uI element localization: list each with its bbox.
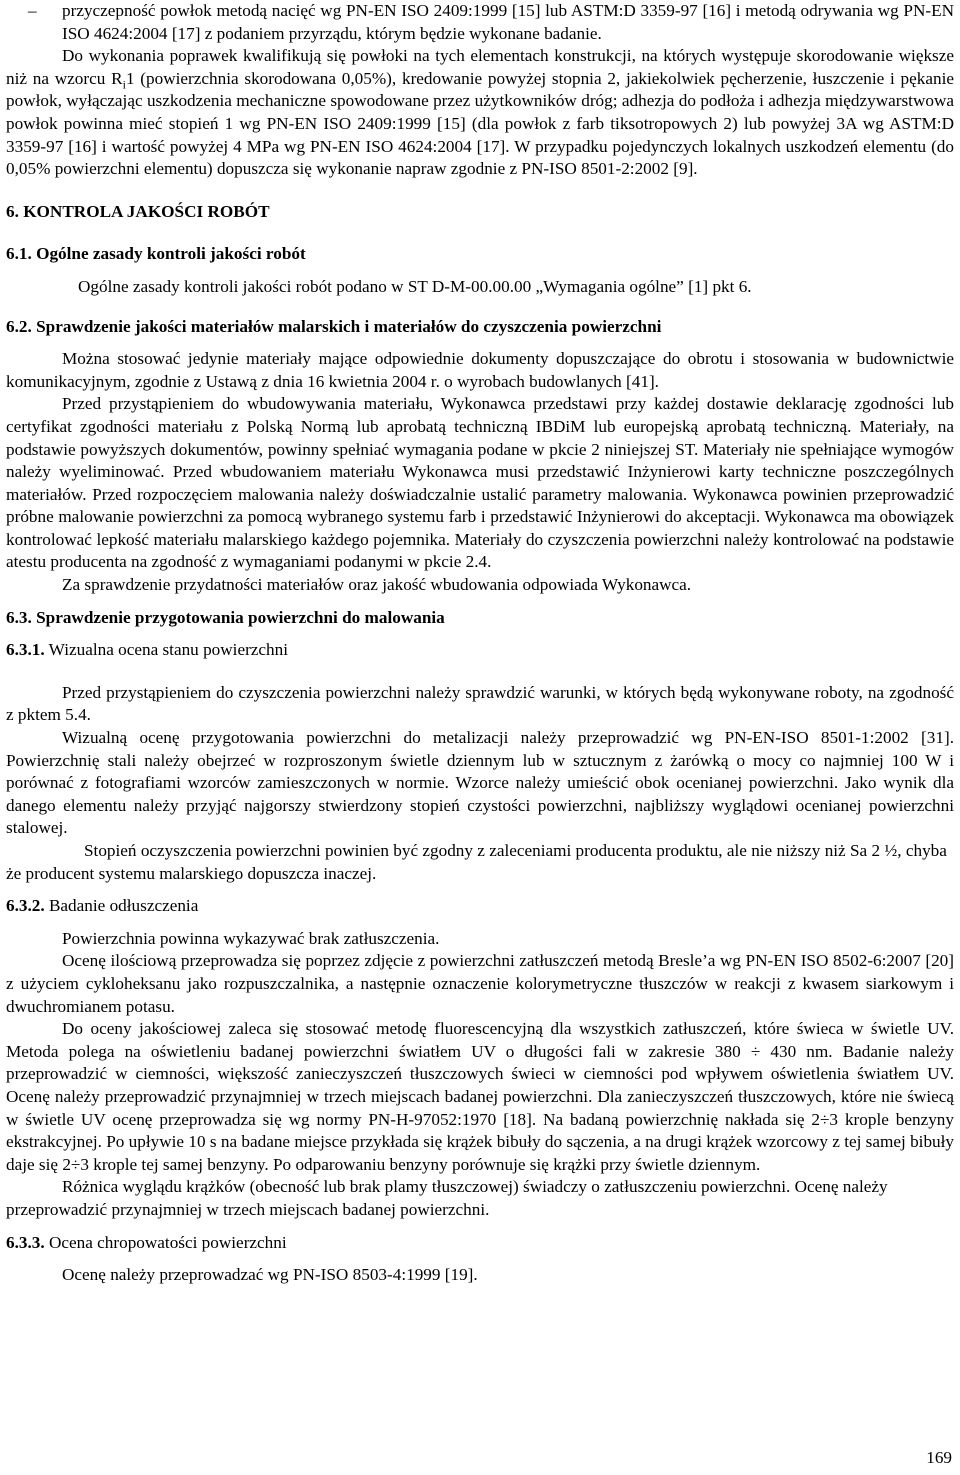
section-6-3-1-paragraph-1: Przed przystąpieniem do czyszczenia powierzchni należy sprawdzić warunki, w których będą wykonywane roboty, na zgodność z pktem 5.4. xyxy=(6,682,954,725)
section-6-3-2-heading xyxy=(6,895,954,918)
section-6-2-paragraph-2: Przed przystąpieniem do wbudowywania materiału, Wykonawca przedstawi przy każdej dostawie deklarację zgodności lub certyfikat zgodności materiału z Polską Normą lub aprobatą techniczną IBDiM lub europejską aprobatą techniczną. Materiały, na podstawie powyższych dokumentów, powinny spełniać wymagania podane w pkcie 2 niniejszej ST. Materiały nie spełniające wymogów należy wyeliminować. Przed wbudowaniem materiału Wykonawca musi przedstawić Inżynierowi karty techniczne poszczególnych materiałów. Przed rozpoczęciem malowania należy doświadczalnie ustalić parametry malowania. Wykonawca powinien przeprowadzić próbne malowanie powierzchni za pomocą wybranego systemu farb i przedstawić Inżynierowi do akceptacji. Wykonawca ma obowiązek kontrolować lepkość materiału malarskiego każdego pojemnika. Materiały do czyszczenia powierzchni należy kontrolować na podstawie atestu producenta na zgodność z wymaganiami podanymi w pkcie 2.4. xyxy=(6,394,954,572)
section-6-3-1-title: Wizualna ocena stanu powierzchni xyxy=(48,640,289,660)
section-6-3-2-number: 6.3.2. xyxy=(6,896,45,916)
intro-text-start: Do wykonania poprawek kwalifikują się powłoki na tych elementach konstrukcji, na których występuje skorodowanie większe niż na wzorcu R xyxy=(6,46,954,88)
section-6-2-heading: 6.2. Sprawdzenie jakości materiałów malarskich i materiałów do czyszczenia powierzchni xyxy=(6,316,662,336)
intro-paragraph xyxy=(6,45,954,181)
section-6-2-paragraph-3: Za sprawdzenie przydatności materiałów oraz jakość wbudowania odpowiada Wykonawca. xyxy=(62,575,692,595)
section-6-3-1-heading xyxy=(6,639,954,662)
page-number: 169 xyxy=(926,1448,952,1467)
section-6-3-1-paragraph-2: Wizualną ocenę przygotowania powierzchni do metalizacji należy przeprowadzić wg PN-EN-ISO 8501-1:2002 [31]. Powierzchnię stali należy obejrzeć w rozproszonym świetle dziennym lub w sztucznym z żarówką o mocy co najmniej 100 W i porównać z fotografiami wzorców zamieszczonych w normie. Wzorce należy umieścić obok ocenianej powierzchni. Jako wynik dla danego elementu należy przyjąć najgorszy stwierdzony stopień czystości powierzchni, najbliższy wyglądowi ocenianej powierzchni stalowej. xyxy=(6,728,954,838)
section-6-1-heading: 6.1. Ogólne zasady kontroli jakości robót xyxy=(6,244,306,264)
section-6-3-2-paragraph-2: Ocenę ilościową przeprowadza się poprzez zdjęcie z powierzchni zatłuszczeń metodą Bresle’a wg PN-EN ISO 8502-6:2007 [20] z użyciem cykloheksanu jako rozpuszczalnika, a następnie oznaczenie kolorymetryczne tłuszczów w reakcji z kwasem siarkowym i dwuchromianem potasu. xyxy=(6,951,954,1016)
section-6-3-heading: 6.3. Sprawdzenie przygotowania powierzchni do malowania xyxy=(6,607,445,627)
section-6-3-2-title: Badanie odłuszczenia xyxy=(48,896,199,916)
bullet-item xyxy=(6,0,954,45)
section-6-3-3-heading xyxy=(6,1232,954,1255)
section-6-3-1-number: 6.3.1. xyxy=(6,640,45,660)
section-6-3-2-paragraph-1: Powierzchnia powinna wykazywać brak zatłuszczenia. xyxy=(62,928,440,948)
section-6-3-2-paragraph-3: Do oceny jakościowej zaleca się stosować metodę fluorescencyjną dla wszystkich zatłuszczeń, które świeca w świetle UV. Metoda polega na oświetleniu badanej powierzchni światłem UV o długości fali w zakresie 380 ÷ 430 nm. Badanie należy przeprowadzić w ciemności, większość zanieczyszczeń tłuszczowych świeci w ciemności pod wpływem oświetlenia światłem UV. Ocenę należy przeprowadzić przynajmniej w trzech miejscach badanej powierzchni. Dla zanieczyszczeń tłuszczowych, które nie świecą w świetle UV ocenę przeprowadza się wg normy PN-H-97052:1970 [18]. Na badaną powierzchnię nakłada się 2÷3 krople benzyny ekstrakcyjnej. Po upływie 10 s na badane miejsce przykłada się krążek bibuły do sączenia, a na drugi krążek wzorcowy z tej samej bibuły daje się 2÷3 krople tej samej benzyny. Po odparowaniu benzyny porównuje się krążki przy świetle dziennym. xyxy=(6,1019,954,1174)
document-page xyxy=(6,0,954,1287)
section-6-1-text: Ogólne zasady kontroli jakości robót podano w ST D-M-00.00.00 „Wymagania ogólne” [1] pkt 6. xyxy=(78,276,752,296)
section-6-2-paragraph-1: Można stosować jedynie materiały mające odpowiednie dokumenty dopuszczające do obrotu i stosowania w budownictwie komunikacyjnym, zgodnie z Ustawą z dnia 16 kwietnia 2004 r. o wyrobach budowlanych [41]. xyxy=(6,349,954,391)
section-6-3-2-paragraph-4: Różnica wyglądu krążków (obecność lub brak plamy tłuszczowej) świadczy o zatłuszczeniu powierzchni. Ocenę należy przeprowadzić przynajmniej w trzech miejscach badanej powierzchni. xyxy=(6,1177,888,1219)
section-6-3-1-paragraph-3: Stopień oczyszczenia powierzchni powinien być zgodny z zaleceniami producenta produktu, ale nie niższy niż Sa 2 ½, chyba że producent systemu malarskiego dopuszcza inaczej. xyxy=(6,841,947,883)
section-6-3-3-title: Ocena chropowatości powierzchni xyxy=(48,1232,287,1252)
section-6-3-3-paragraph-1: Ocenę należy przeprowadzać wg PN-ISO 8503-4:1999 [19]. xyxy=(62,1265,478,1285)
section-6-heading: 6. KONTROLA JAKOŚCI ROBÓT xyxy=(6,201,270,221)
bullet-dash: – xyxy=(28,1,37,20)
intro-subscript: i xyxy=(122,77,126,92)
section-6-3-3-number: 6.3.3. xyxy=(6,1232,45,1252)
bullet-text: przyczepność powłok metodą nacięć wg PN-EN ISO 2409:1999 [15] lub ASTM:D 3359-97 [16] i metodą odrywania wg PN-EN ISO 4624:2004 [17] z podaniem przyrządu, którym będzie wykonane badanie. xyxy=(62,1,954,43)
intro-text-end: 1 (powierzchnia skorodowana 0,05%), kredowanie powyżej stopnia 2, jakiekolwiek pęcherzenie, łuszczenie i pękanie powłok, wyłączając uszkodzenia mechaniczne spowodowane przez użytkowników dróg; adhezja do podłoża i adhezja międzywarstwowa powłok powinna mieć stopień 1 wg PN-EN ISO 2409:1999 [15] (dla powłok z farb tiksotropowych 2) lub powyżej 3A wg ASTM:D 3359-97 [16] i wartość powyżej 4 MPa wg PN-EN ISO 4624:2004 [17]. W przypadku pojedynczych lokalnych uszkodzeń elementu (do 0,05% powierzchni elementu) dopuszcza się wykonanie napraw zgodnie z PN-ISO 8501-2:2002 [9]. xyxy=(6,68,955,179)
